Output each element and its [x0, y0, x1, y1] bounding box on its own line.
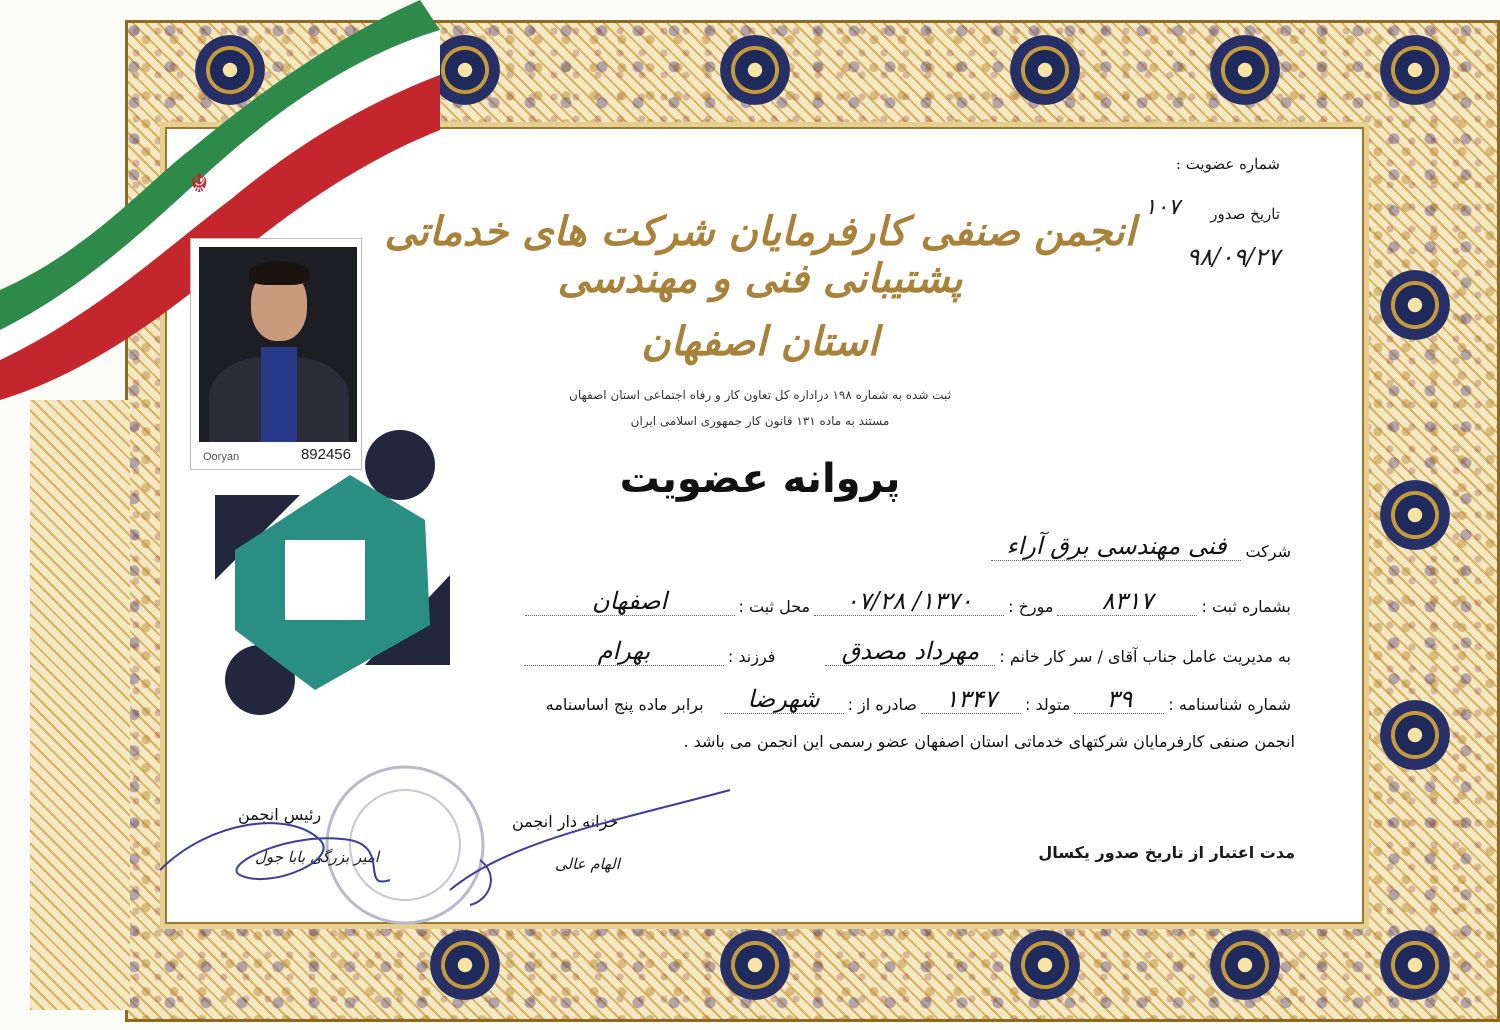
validity-note: مدت اعتبار از تاریخ صدور یکسال	[1038, 843, 1295, 862]
border-medallion	[430, 35, 500, 105]
issue-date-value: ۹۸/۰۹/۲۷	[1186, 243, 1280, 271]
identity-row	[460, 678, 1295, 714]
registration-number-value: ۸۳۱۷	[1057, 587, 1197, 616]
issue-number-value: ۱۰۷	[1144, 195, 1180, 220]
treasurer-name: الهام عالی	[555, 855, 620, 873]
child-of-value: بهرام	[524, 637, 724, 666]
labor-law-note: مستند به ماده ۱۳۱ قانون کار جمهوری اسلامی ایران	[630, 414, 890, 428]
born-value: ۱۳۴۷	[921, 685, 1021, 714]
registration-note: ثبت شده به شماره ۱۹۸ دراداره کل تعاون کار و رفاه اجتماعی استان اصفهان	[569, 388, 951, 402]
border-medallion	[1380, 700, 1450, 770]
border-medallion	[1380, 480, 1450, 550]
dated-value: ۱۳۷۰/ ۰۷/۲۸	[814, 587, 1004, 616]
president-label: رئیس انجمن	[238, 805, 322, 824]
id-number-label: شماره شناسنامه :	[1168, 695, 1291, 714]
company-value: فنی مهندسی برق آراء	[991, 532, 1241, 561]
border-medallion	[1010, 930, 1080, 1000]
registration-place-value: اصفهان	[525, 587, 735, 616]
svg-text:☬: ☬	[190, 169, 209, 199]
border-medallion	[720, 35, 790, 105]
manager-label: به مدیریت عامل جناب آقای / سر کار خانم :	[999, 647, 1291, 666]
border-medallion	[1210, 35, 1280, 105]
issued-from-value: شهرضا	[724, 685, 844, 714]
article-text: برابر ماده پنج اساسنامه	[545, 695, 704, 714]
border-medallion	[430, 930, 500, 1000]
membership-statement: انجمن صنفی کارفرمایان شرکتهای خدماتی استان اصفهان عضو رسمی این انجمن می باشد .	[683, 732, 1295, 751]
border-medallion	[1210, 930, 1280, 1000]
registration-number-label: بشماره ثبت :	[1201, 597, 1291, 616]
border-medallion	[1380, 35, 1450, 105]
id-number-value: ۳۹	[1074, 685, 1164, 714]
border-medallion	[1380, 270, 1450, 340]
membership-number-label: شماره عضویت :	[1175, 155, 1280, 173]
border-medallion	[1380, 930, 1450, 1000]
child-of-label: فرزند :	[727, 647, 776, 666]
photo-number: 892456	[300, 446, 351, 463]
portrait-image	[199, 247, 357, 442]
manager-row	[460, 630, 1295, 666]
issued-from-label: صادره از :	[847, 695, 917, 714]
document-title: پروانه عضویت	[619, 456, 901, 502]
treasurer-label: خزانه دار انجمن	[512, 812, 619, 831]
ornamental-border-left	[30, 400, 130, 1010]
company-label: شرکت	[1245, 542, 1291, 561]
issue-date-label: تاریخ صدور	[1210, 205, 1280, 223]
signature-scribbles	[150, 780, 740, 920]
border-medallion	[720, 930, 790, 1000]
president-name: امیر بزرگی بابا جول	[255, 848, 380, 866]
born-label: متولد :	[1025, 695, 1071, 714]
company-row	[460, 525, 1295, 561]
organization-name: انجمن صنفی کارفرمایان شرکت های خدماتی پشتیبانی فنی و مهندسی	[384, 208, 1136, 302]
photo-studio-brand: Ooryan	[203, 451, 240, 463]
border-medallion	[1010, 35, 1080, 105]
manager-value: مهرداد مصدق	[825, 637, 995, 666]
registration-row	[460, 580, 1295, 616]
organization-province: استان اصفهان	[641, 318, 879, 365]
association-logo	[205, 430, 455, 720]
registration-place-label: محل ثبت :	[738, 597, 811, 616]
dated-label: مورخ :	[1008, 597, 1054, 616]
